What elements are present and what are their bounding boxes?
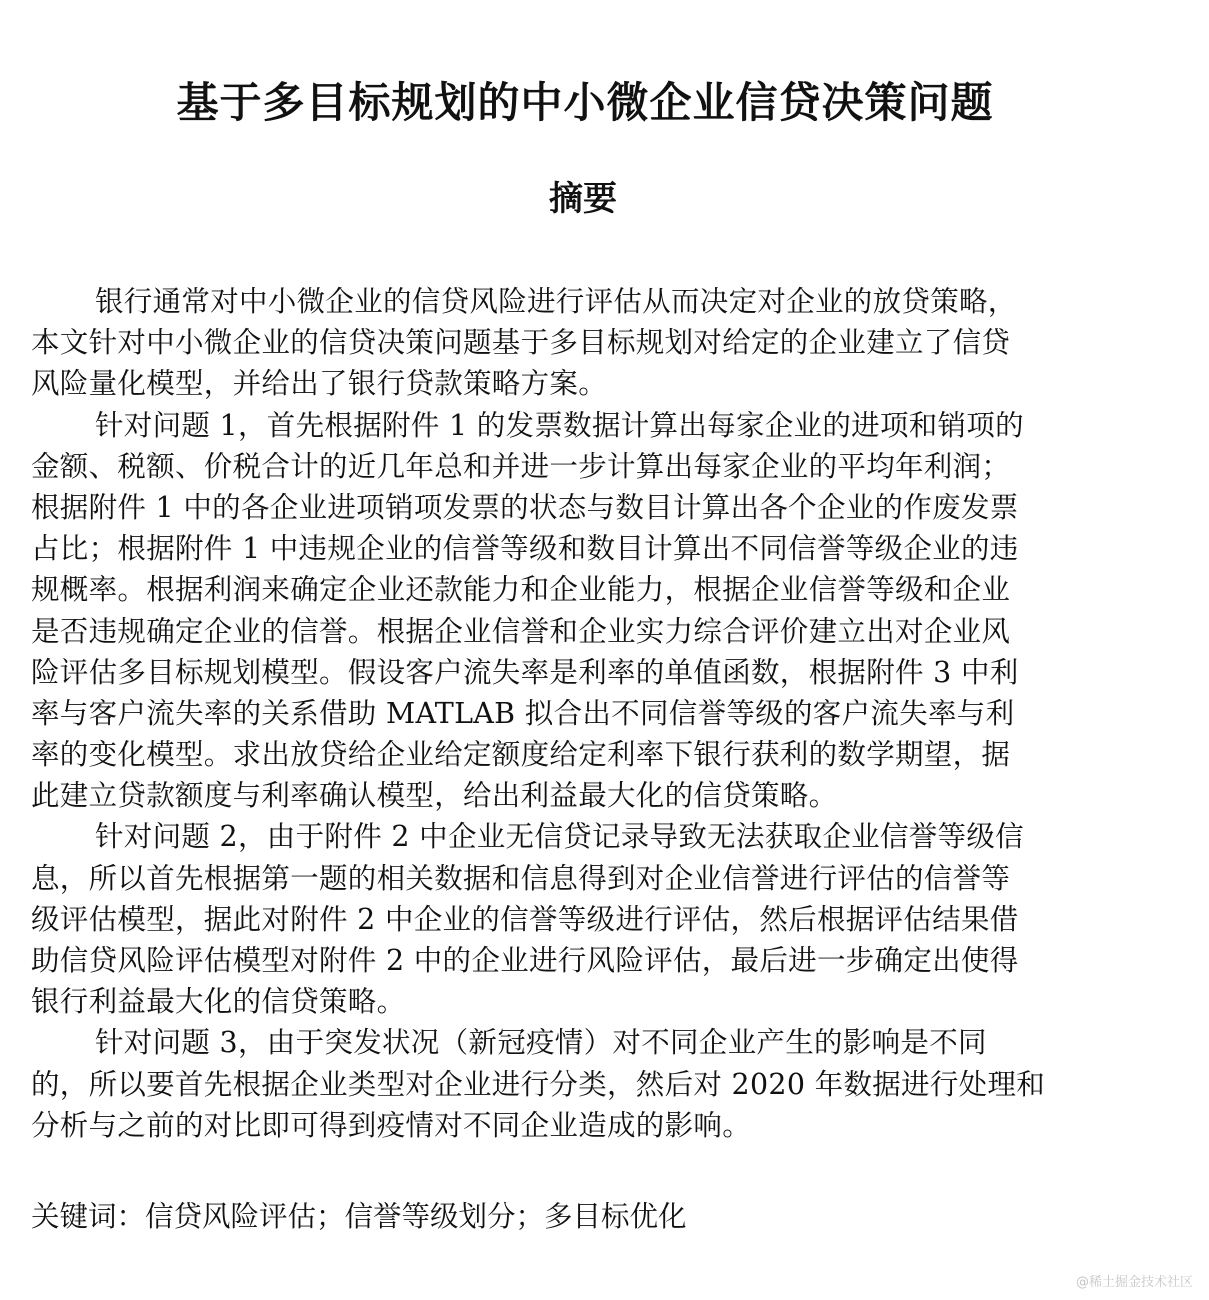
text-line: 针对问题 1，首先根据附件 1 的发票数据计算出每家企业的进项和销项的	[95, 408, 1024, 442]
text-line: 本文针对中小微企业的信贷决策问题基于多目标规划对给定的企业建立了信贷	[31, 326, 1011, 360]
text-line: 级评估模型，据此对附件 2 中企业的信誉等级进行评估，然后根据评估结果借	[31, 902, 1019, 936]
keywords-list: 信贷风险评估；信誉等级划分；多目标优化	[145, 1200, 687, 1233]
text-line: 规概率。根据利润来确定企业还款能力和企业能力，根据企业信誉等级和企业	[31, 573, 1011, 607]
text-line: 银行通常对中小微企业的信贷风险进行评估从而决定对企业的放贷策略，	[95, 285, 1017, 318]
abstract-heading: 摘要	[549, 179, 617, 219]
text-line: 占比；根据附件 1 中违规企业的信誉等级和数目计算出不同信誉等级企业的违	[31, 532, 1019, 566]
text-line: 银行利益最大化的信贷策略。	[31, 985, 406, 1019]
text-line: 息，所以首先根据第一题的相关数据和信息得到对企业信誉进行评估的信誉等	[31, 861, 1011, 895]
watermark: @稀土掘金技术社区	[1075, 1275, 1193, 1290]
keywords-line	[31, 1196, 687, 1238]
abstract-paragraph-problem-1	[31, 405, 1191, 817]
text-line: 风险量化模型，并给出了银行贷款策略方案。	[31, 367, 608, 401]
text-line: 的，所以要首先根据企业类型对企业进行分类，然后对 2020 年数据进行处理和	[31, 1067, 1046, 1101]
text-line: 率的变化模型。求出放贷给企业给定额度给定利率下银行获利的数学期望，据	[31, 738, 1011, 772]
abstract-body	[31, 281, 1191, 1146]
text-line: 分析与之前的对比即可得到疫情对不同企业造成的影响。	[31, 1108, 752, 1142]
keywords-label: 关键词：	[31, 1200, 146, 1233]
text-line: 根据附件 1 中的各企业进项销项发票的状态与数目计算出各个企业的作废发票	[31, 490, 1019, 524]
abstract-paragraph-problem-3	[31, 1022, 1191, 1146]
text-line: 此建立贷款额度与利率确认模型，给出利益最大化的信贷策略。	[31, 779, 838, 813]
abstract-paragraph-problem-2	[31, 816, 1191, 1022]
text-line: 针对问题 3，由于突发状况（新冠疫情）对不同企业产生的影响是不同	[95, 1026, 987, 1060]
text-line: 助信贷风险评估模型对附件 2 中的企业进行风险评估，最后进一步确定出使得	[31, 944, 1019, 977]
text-line: 险评估多目标规划模型。假设客户流失率是利率的单值函数，根据附件 3 中利	[31, 655, 1019, 689]
document-title: 基于多目标规划的中小微企业信贷决策问题	[176, 78, 994, 127]
text-line: 率与客户流失率的关系借助 MATLAB 拟合出不同信誉等级的客户流失率与利	[31, 696, 1015, 730]
abstract-paragraph-intro	[31, 281, 1191, 405]
text-line: 金额、税额、价税合计的近几年总和并进一步计算出每家企业的平均年利润；	[31, 449, 1011, 483]
text-line: 是否违规确定企业的信誉。根据企业信誉和企业实力综合评价建立出对企业风	[31, 614, 1011, 648]
text-line: 针对问题 2，由于附件 2 中企业无信贷记录导致无法获取企业信誉等级信	[95, 820, 1024, 854]
